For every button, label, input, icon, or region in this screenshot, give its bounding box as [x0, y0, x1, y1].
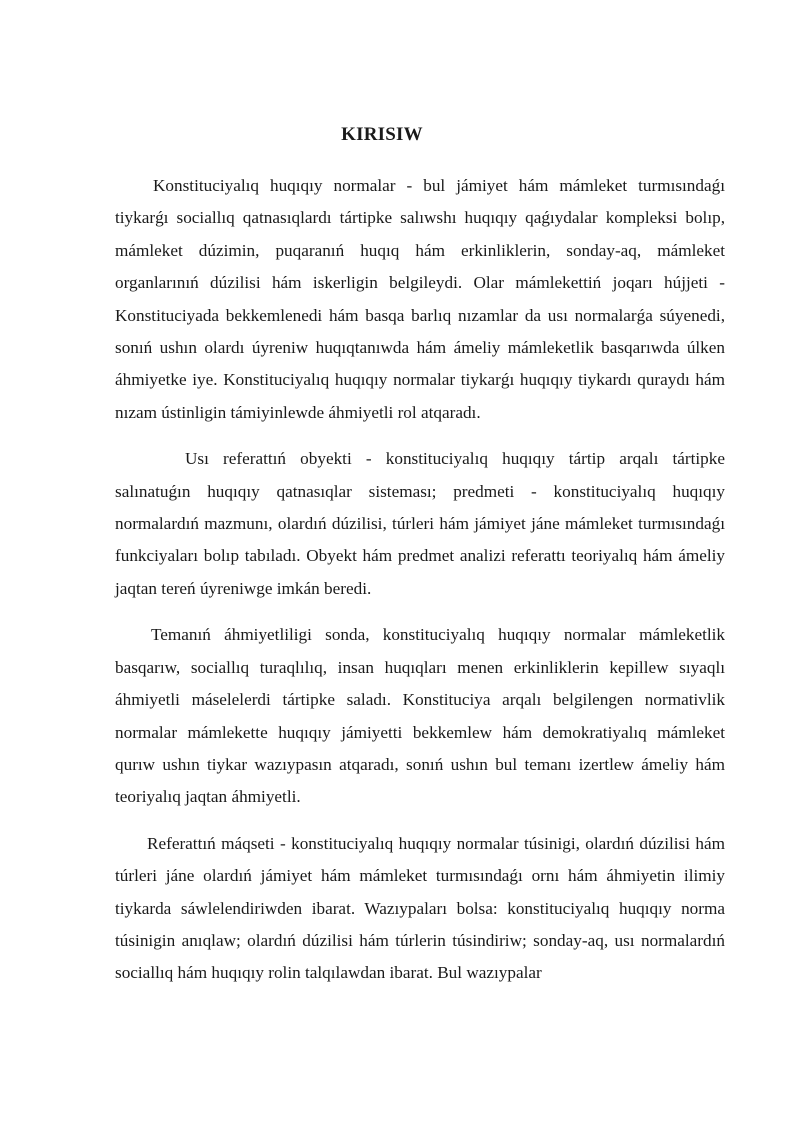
paragraph-object-subject: Usı referattıń obyekti - konstituciyalıq huqıqıy tártip arqalı tártipke salınatuǵın huqıqıy qatnasıqlar sisteması; predmeti - konstituciyalıq huqıqıy normalardıń mazmunı, olardıń dúzilisi, túrleri hám jámiyet jáne mámleket turmısındaǵı funkciyaları bolıp tabıladı. Obyekt hám predmet analizi referattı teoriyalıq hám ámeliy jaqtan tereń úyreniwge imkán beredi.: [115, 449, 725, 598]
paragraph-introduction: Konstituciyalıq huqıqıy normalar - bul jámiyet hám mámleket turmısındaǵı tiykarǵı sociallıq qatnasıqlardı tártipke salıwshı huqıqıy qaǵıydalar kompleksi bolıp, mámleket dúzimin, puqaranıń huqıq hám erkinliklerin, sonday-aq, mámleket organlarınıń dúzilisi hám iskerligin belgileydi. Olar mámlekettiń joqarı hújjeti - Konstituciyada bekkemlenedi hám basqa barlıq nızamlar da usı normalarǵa súyenedi, sonıń ushın olardı úyreniw huqıqtanıwda hám ámeliy mámleketlik basqarıwda úlken áhmiyetke iye. Konstituciyalıq huqıqıy normalar tiykarǵı huqıqıy tiykardı quraydı hám nızam ústinligin támiyinlewde áhmiyetli rol atqaradı.: [115, 176, 725, 422]
document-body: [115, 170, 725, 990]
page-title: KIRISIW: [341, 124, 423, 145]
paragraph-goals-tasks: Referattıń máqseti - konstituciyalıq huqıqıy normalar túsinigi, olardıń dúzilisi hám túrleri jáne olardıń jámiyet hám mámleket turmısındaǵı ornı hám áhmiyetin ilimiy tiykarda sáwlelendiriwden ibarat. Wazıypaları bolsa: konstituciyalıq huqıqıy norma túsinigin anıqlaw; olardıń dúzilisi hám túrlerin túsindiriw; sonday-aq, usı normalardıń sociallıq hám huqıqıy rolin talqılawdan ibarat. Bul wazıypalar: [115, 833, 725, 983]
paragraph-relevance: Temanıń áhmiyetliligi sonda, konstituciyalıq huqıqıy normalar mámleketlik basqarıw, sociallıq turaqlılıq, insan huqıqları menen erkinliklerin kepillew sıyaqlı áhmiyetli máselelerdi tártipke saladı. Konstituciya arqalı belgilengen normativlik normalar mámlekette huqıqıy jámiyetti bekkemlew hám demokratiyalıq mámleket qurıw ushın tiykar wazıypasın atqaradı, sonıń ushın bul temanı izertlew ámeliy hám teoriyalıq jaqtan áhmiyetli.: [115, 625, 725, 807]
